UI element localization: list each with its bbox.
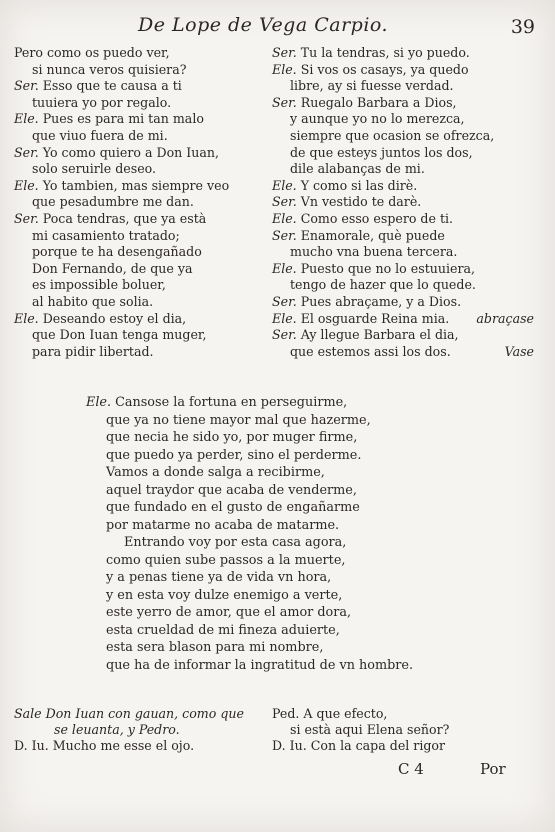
left_column-line [14, 344, 269, 361]
sonnet-line: y en esta voy dulze enemigo a verte, [106, 587, 343, 603]
signature-mark: C 4 [398, 760, 424, 778]
sonnet-line: que puedo ya perder, sino el perderme. [106, 447, 362, 463]
verse-text: al habito que solia. [32, 293, 154, 309]
speaker-label: Ele. [272, 260, 297, 276]
sonnet-block [86, 394, 506, 674]
sonnet-line: que fundado en el gusto de engañarme [106, 500, 360, 515]
verse-text: Don Fernando, de que ya [32, 260, 193, 276]
verse-text: para pidir libertad. [32, 343, 154, 359]
verse-text: que estemos assi los dos. [290, 343, 451, 359]
speaker-label: Ser. [272, 194, 297, 210]
stage-direction: se leuanta, y Pedro. [54, 722, 180, 737]
speaker-label: Ser. [272, 94, 297, 110]
verse-text: Si vos os casays, ya quedo [300, 61, 469, 77]
right_column-line [272, 178, 542, 195]
verse-text: Deseando estoy el dia, [42, 310, 187, 326]
speaker-label: Ser. [14, 210, 39, 226]
sonnet-line: que necia he sido yo, por muger firme, [106, 430, 358, 445]
verse-text: Pero como os puedo ver, [14, 45, 170, 60]
stage-direction-inline: Vase [504, 343, 534, 359]
verse-text: Yo tambien, mas siempre veo [42, 177, 230, 193]
verse-text: El osguarde Reina mia. [300, 310, 450, 326]
verse-text: que pesadumbre me dan. [32, 194, 194, 210]
left_column-line [14, 128, 269, 145]
left_column-line [14, 78, 269, 95]
catchword: Por [480, 760, 506, 778]
speaker-label: Ele. [14, 310, 39, 326]
speaker-label: Ser. [272, 227, 297, 243]
sonnet-line: por matarme no acaba de matarme. [106, 517, 340, 533]
verse-text: Como esso espero de ti. [300, 210, 454, 226]
sonnet-line-1 [86, 394, 506, 412]
verse-text: dile alabanças de mi. [290, 161, 425, 177]
verse-text: mucho vna buena tercera. [290, 244, 458, 260]
verse-text: Puesto que no lo estuuiera, [300, 260, 475, 276]
left_column-line [14, 261, 269, 278]
verse-text: Vn vestido te darè. [300, 194, 422, 210]
speaker-label: Ele. [14, 177, 39, 193]
sonnet-line: Entrando voy por esta casa agora, [124, 535, 347, 550]
right_column-line [272, 277, 542, 294]
verse-text: que Don Iuan tenga muger, [32, 327, 207, 343]
verse-text: Ruegalo Barbara a Dios, [300, 94, 457, 110]
left_column-line [14, 277, 269, 294]
right_column-line [272, 78, 542, 95]
speaker-label: Ser. [272, 293, 297, 309]
right_column-line [272, 261, 542, 278]
verse-text: tuuiera yo por regalo. [32, 94, 172, 110]
left_column-line [14, 95, 269, 112]
verse-text: Pues abraçame, y a Dios. [300, 293, 462, 309]
sonnet-line: este yerro de amor, que el amor dora, [106, 605, 352, 620]
stage-direction-block [14, 706, 244, 754]
speaker-label: Ser. [14, 144, 39, 160]
left_column-line [14, 161, 269, 178]
verse-text: Esso que te causa a ti [42, 78, 182, 94]
speaker-label: Ser. [14, 78, 39, 94]
right_column-line [272, 327, 542, 344]
left_column-line [14, 145, 269, 162]
speaker-label: Ele. [14, 111, 39, 127]
left_column-line [14, 194, 269, 211]
right_column-line [272, 111, 542, 128]
verse-text: Y como si las dirè. [300, 177, 418, 193]
left_column-line [14, 244, 269, 261]
verse-text: Ay llegue Barbara el dia, [300, 327, 459, 343]
left_column-line [14, 211, 269, 228]
page-header [0, 14, 555, 44]
dialogue-line: D. Iu. Con la capa del rigor [272, 738, 446, 753]
verse-text: mi casamiento tratado; [32, 227, 180, 243]
sonnet-line: Vamos a donde salga a recibirme, [106, 465, 325, 480]
right_column-line [272, 344, 542, 361]
stage-direction: Sale Don Iuan con gauan, como que [14, 706, 244, 721]
right_column-line [272, 228, 542, 245]
running-title: De Lope de Vega Carpio. [138, 14, 389, 36]
sonnet-line: que ha de informar la ingratitud de vn hombre. [106, 657, 414, 673]
verse-text: si nunca veros quisiera? [32, 61, 187, 77]
verse-text: Poca tendras, que ya està [42, 210, 207, 226]
right_column-line [272, 211, 542, 228]
verse-text: Enamorale, què puede [300, 227, 445, 243]
verse-text: solo seruirle deseo. [32, 161, 157, 177]
left_column-line [14, 327, 269, 344]
verse-text: y aunque yo no lo merezca, [290, 111, 465, 127]
verse-text: Pues es para mi tan malo [42, 111, 204, 127]
left_column-line [14, 178, 269, 195]
sonnet-line: esta sera blason para mi nombre, [106, 640, 324, 655]
speaker-label: Ele. [272, 310, 297, 326]
right_column-line [272, 244, 542, 261]
verse-text: tengo de hazer que lo quede. [290, 277, 476, 293]
verse-text: es impossible boluer, [32, 277, 166, 293]
right_column-line [272, 161, 542, 178]
right_column-line [272, 194, 542, 211]
right_column-line [272, 45, 542, 62]
left_column-line [14, 45, 269, 62]
left_column-line [14, 111, 269, 128]
page-number: 39 [510, 16, 535, 38]
left_column-line [14, 228, 269, 245]
dialogue-line: Ped. A que efecto, [272, 706, 388, 721]
left_column-line [14, 62, 269, 79]
right_column-line [272, 95, 542, 112]
verse-text: Yo como quiero a Don Iuan, [42, 144, 219, 160]
right_column-line [272, 128, 542, 145]
right_column-line [272, 145, 542, 162]
right_column-line [272, 294, 542, 311]
right_column-line [272, 62, 542, 79]
dialogue-line: D. Iu. Mucho me esse el ojo. [14, 738, 195, 753]
footer-dialogue-block [272, 706, 449, 754]
sonnet-line: y a penas tiene ya de vida vn hora, [106, 570, 332, 585]
speaker-label: Ser. [272, 45, 297, 60]
verse-text: libre, ay si fuesse verdad. [290, 78, 454, 94]
right-column [272, 45, 542, 360]
sonnet-speaker: Ele. [86, 395, 112, 410]
left-column [14, 45, 269, 360]
sonnet-line: como quien sube passos a la muerte, [106, 552, 346, 568]
speaker-label: Ele. [272, 210, 297, 226]
speaker-label: Ele. [272, 61, 297, 77]
verse-text: Tu la tendras, si yo puedo. [300, 45, 470, 60]
verse-text: que viuo fuera de mi. [32, 127, 168, 143]
sonnet-line: aquel traydor que acaba de venderme, [106, 482, 357, 498]
stage-direction-inline: abraçase [476, 310, 534, 326]
dialogue-line: si està aqui Elena señor? [290, 722, 450, 737]
sonnet-line: esta crueldad de mi fineza aduierte, [106, 622, 340, 638]
right_column-line [272, 311, 542, 328]
left_column-line [14, 294, 269, 311]
verse-text: porque te ha desengañado [32, 244, 202, 260]
left_column-line [14, 311, 269, 328]
verse-text: siempre que ocasion se ofrezca, [290, 127, 495, 143]
speaker-label: Ele. [272, 177, 297, 193]
speaker-label: Ser. [272, 327, 297, 343]
verse-text: de que esteys juntos los dos, [290, 144, 473, 160]
sonnet-line: que ya no tiene mayor mal que hazerme, [106, 412, 371, 428]
verse-text: Cansose la fortuna en perseguirme, [115, 395, 348, 410]
